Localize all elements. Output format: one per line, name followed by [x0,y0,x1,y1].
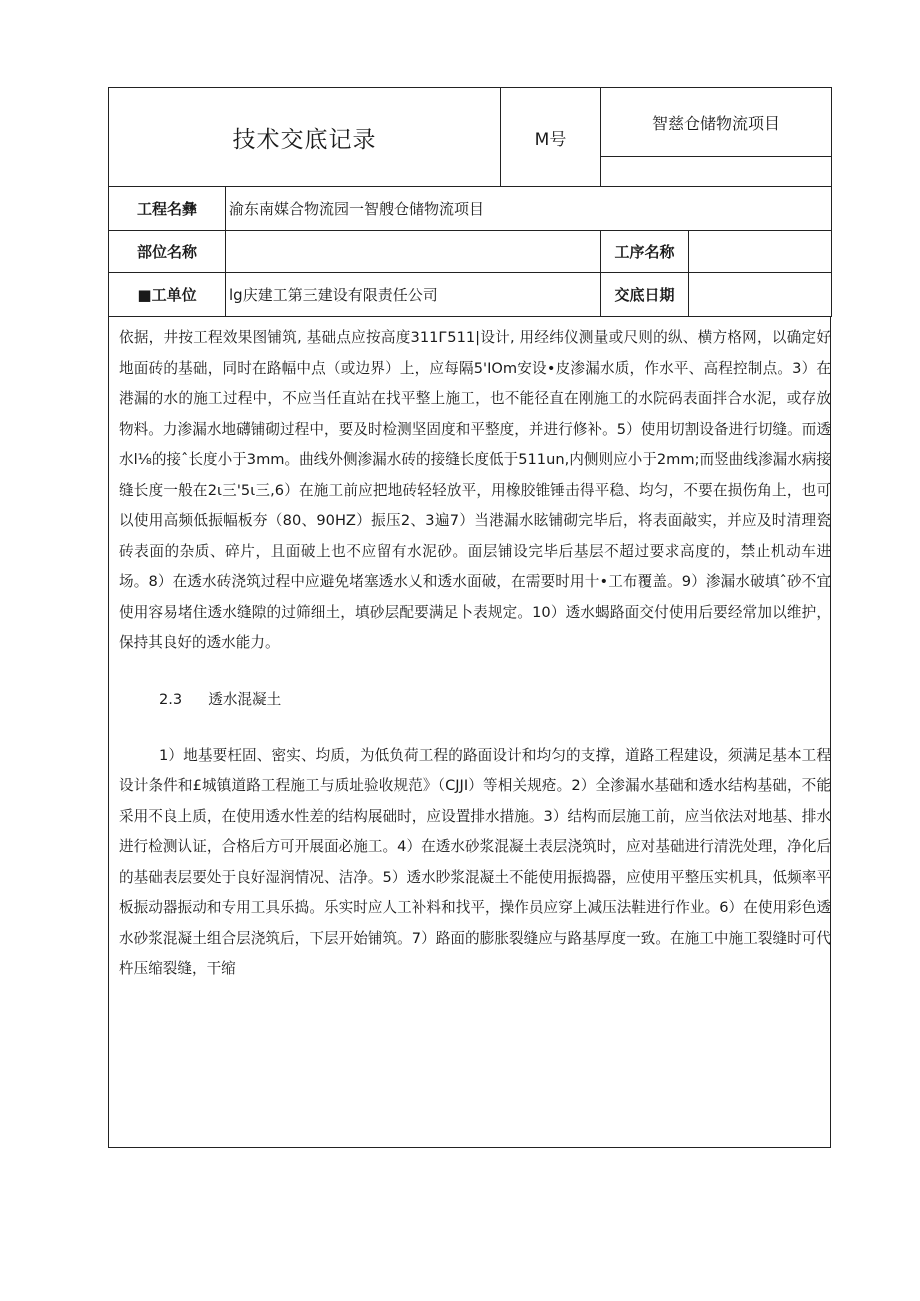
disclosure-date-value [689,273,832,317]
technical-disclosure-form [108,87,831,1148]
project-short-name: 智慈仓储物流项目 [601,88,832,157]
number-value [601,157,832,187]
section-title: 透水混凝土 [208,690,282,708]
section-number: 2.3 [159,690,183,708]
project-name-value: 渝东南媒合物流园一智艘仓储物流项目 [226,187,832,231]
process-name-value [689,231,832,273]
disclosure-date-label: 交底日期 [601,273,689,317]
disclosure-content [108,317,831,1148]
construction-unit-value: lg庆建工第三建设有限责任公司 [226,273,601,317]
number-label: M号 [501,88,601,187]
content-paragraph-1: 依据，井按工程效果图铺筑, 基础点应按高度311Г511|设计, 用经纬仪测量或尺则的纵、横方格网，以确定好地面砖的基础，同时在路幅中点（或边界）上，应每隔5'IOm安设•皮渗漏水质，作水平、高程控制点。3）在港漏的水的施工过程中，不应当任直站在找平整上施工，也不能径直在刚施工的水院码表面拌合水泥，或存放物料。力渗漏水地礴铺砌过程中，要及时检测坚固度和平整度，并进行修补。5）使用切割设备进行切缝。而透水l⅛的接ˆ长度小于3mm。曲线外侧渗漏水砖的接缝长度低于511un,内侧则应小于2mm;而竖曲线渗漏水病接缝长度一般在2ι三'5ι三,6）在施工前应把地砖轻轻放平，用橡胶锥锤击得平稳、均匀，不要在损伤角上，也可以使用高频低振幅板夯（80、90HZ）振压2、3遍7）当港漏水眩铺砌完毕后，将表面敲实，并应及时清理瓷砖表面的杂质、碎片，且面破上也不应留有水泥砂。面层铺设完毕后基层不超过要求高度的，禁止机动车进场。8）在透水砖浇筑过程中应避免堵塞透水乂和透水面破，在需要时用十•工布覆盖。9）渗漏水破填ˆ砂不宜使用容易堵住透水缝隙的过筛细土，填砂层配要满足卜表规定。10）透水蝎路面交付使用后要经常加以维护，保持其良好的透水能力。 [119,329,831,651]
part-name-value [226,231,601,273]
content-paragraph-2: 1）地基要枉固、密实、均质，为低负荷工程的路面设计和均匀的支撑，道路工程建设，须满足基本工程设计条件和£城镇道路工程施工与质址验收规范》（CJJI）等相关规疮。2）全渗漏水基础和透水结构基础，不能采用不良上质，在使用透水性差的结构展础时，应设置排水措施。3）结构而层施工前，应当依法对地基、排水进行检测认证，合格后方可开展面必施工。4）在透水砂浆混凝土表层浇筑时，应对基础进行清洗处理，净化后的基础表层要处于良好湿润情况、洁净。5）透水眇浆混凝土不能使用振捣器，应使用平整压实机具，低频率平板振动器振动和专用工具乐捣。乐实时应人工补料和找平，操作员应穿上减压法鞋进行作业。6）在使用彩色透水砂浆混凝土组合层浇筑后，下层开始铺筑。7）路面的膨胀裂缝应与路基厚度一致。在施工中施工裂缝时可代杵压缩裂缝，干缩 [119,746,831,977]
process-name-label: 工序名称 [601,231,689,273]
header-table [108,87,832,317]
part-name-label: 部位名称 [109,231,226,273]
section-heading [159,685,830,715]
form-title: 技术交底记录 [109,88,501,187]
project-name-label: 工程名彝 [109,187,226,231]
construction-unit-label: ■工单位 [109,273,226,317]
